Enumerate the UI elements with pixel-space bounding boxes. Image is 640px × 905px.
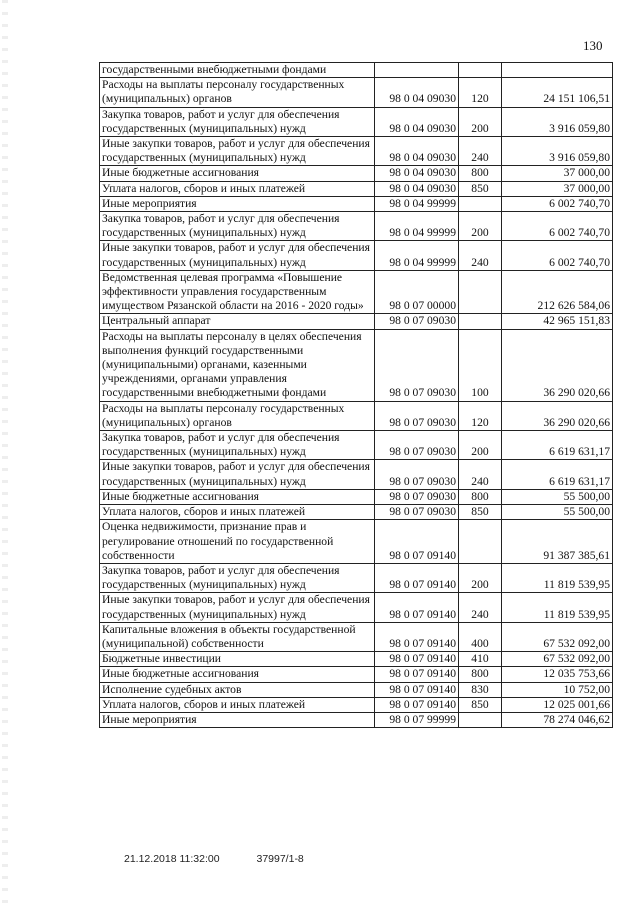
row-type-cell: 410 <box>459 652 502 667</box>
row-type-cell: 200 <box>459 107 502 136</box>
row-name-cell: Уплата налогов, сборов и иных платежей <box>100 697 375 712</box>
table-row <box>100 329 613 401</box>
row-type-cell: 800 <box>459 667 502 682</box>
row-name-cell: Закупка товаров, работ и услуг для обеспечения государственных (муниципальных) нужд <box>100 212 375 241</box>
table-row <box>100 270 613 314</box>
table-row <box>100 593 613 622</box>
row-sum-cell: 11 819 539,95 <box>502 593 613 622</box>
table-row <box>100 622 613 651</box>
table-row <box>100 63 613 78</box>
row-name-cell: Иные закупки товаров, работ и услуг для обеспечения государственных (муниципальных) нужд <box>100 460 375 489</box>
table-row <box>100 166 613 181</box>
scan-edge-artifact <box>2 0 8 905</box>
row-code-cell: 98 0 04 99999 <box>375 196 459 211</box>
footer-doc-id: 37997/1-8 <box>256 853 304 865</box>
row-name-cell: Оценка недвижимости, признание прав и регулирование отношений по государственной собственности <box>100 520 375 564</box>
row-name-cell: Центральный аппарат <box>100 314 375 329</box>
table-row <box>100 712 613 727</box>
row-sum-cell: 6 002 740,70 <box>502 212 613 241</box>
row-code-cell: 98 0 07 09140 <box>375 563 459 592</box>
row-type-cell: 100 <box>459 329 502 401</box>
row-sum-cell: 36 290 020,66 <box>502 401 613 430</box>
row-name-cell: Расходы на выплаты персоналу государственных (муниципальных) органов <box>100 401 375 430</box>
row-type-cell: 800 <box>459 166 502 181</box>
row-name-cell: Расходы на выплаты персоналу в целях обеспечения выполнения функций государственными (муниципальными) органами, казенными учреждениями, органами управления государственными внебюджетными фондами <box>100 329 375 401</box>
row-type-cell: 850 <box>459 697 502 712</box>
row-code-cell: 98 0 04 09030 <box>375 166 459 181</box>
row-sum-cell: 24 151 106,51 <box>502 78 613 107</box>
row-sum-cell: 6 619 631,17 <box>502 431 613 460</box>
table-row <box>100 431 613 460</box>
row-code-cell: 98 0 07 09140 <box>375 697 459 712</box>
row-sum-cell: 3 916 059,80 <box>502 107 613 136</box>
row-sum-cell: 212 626 584,06 <box>502 270 613 314</box>
row-name-cell: Уплата налогов, сборов и иных платежей <box>100 181 375 196</box>
page-footer <box>124 853 304 865</box>
row-sum-cell: 78 274 046,62 <box>502 712 613 727</box>
page-number: 130 <box>583 38 603 53</box>
row-code-cell: 98 0 07 09030 <box>375 460 459 489</box>
row-code-cell <box>375 63 459 78</box>
row-name-cell: Капитальные вложения в объекты государственной (муниципальной) собственности <box>100 622 375 651</box>
table-row <box>100 652 613 667</box>
row-name-cell: Иные закупки товаров, работ и услуг для обеспечения государственных (муниципальных) нужд <box>100 137 375 166</box>
row-code-cell: 98 0 07 09030 <box>375 329 459 401</box>
row-sum-cell: 37 000,00 <box>502 181 613 196</box>
row-name-cell: Закупка товаров, работ и услуг для обеспечения государственных (муниципальных) нужд <box>100 431 375 460</box>
row-sum-cell: 91 387 385,61 <box>502 520 613 564</box>
row-name-cell: Иные закупки товаров, работ и услуг для обеспечения государственных (муниципальных) нужд <box>100 593 375 622</box>
row-name-cell: Иные мероприятия <box>100 196 375 211</box>
row-code-cell: 98 0 07 09030 <box>375 401 459 430</box>
row-code-cell: 98 0 07 09030 <box>375 314 459 329</box>
row-code-cell: 98 0 07 09030 <box>375 489 459 504</box>
row-sum-cell: 12 025 001,66 <box>502 697 613 712</box>
table-row <box>100 697 613 712</box>
row-sum-cell: 42 965 151,83 <box>502 314 613 329</box>
row-name-cell: Ведомственная целевая программа «Повышение эффективности управления государственным имуществом Рязанской области на 2016 - 2020 годы» <box>100 270 375 314</box>
row-type-cell: 800 <box>459 489 502 504</box>
budget-table <box>99 62 613 728</box>
row-type-cell <box>459 712 502 727</box>
row-sum-cell: 67 532 092,00 <box>502 622 613 651</box>
row-type-cell: 200 <box>459 431 502 460</box>
row-name-cell: Закупка товаров, работ и услуг для обеспечения государственных (муниципальных) нужд <box>100 107 375 136</box>
row-name-cell: Иные мероприятия <box>100 712 375 727</box>
row-code-cell: 98 0 07 09030 <box>375 505 459 520</box>
row-name-cell: Уплата налогов, сборов и иных платежей <box>100 505 375 520</box>
row-code-cell: 98 0 07 99999 <box>375 712 459 727</box>
table-row <box>100 682 613 697</box>
row-type-cell: 200 <box>459 212 502 241</box>
row-sum-cell: 36 290 020,66 <box>502 329 613 401</box>
row-sum-cell: 37 000,00 <box>502 166 613 181</box>
row-type-cell <box>459 63 502 78</box>
footer-datetime: 21.12.2018 11:32:00 <box>124 853 220 865</box>
row-code-cell: 98 0 04 09030 <box>375 107 459 136</box>
row-name-cell: Иные бюджетные ассигнования <box>100 489 375 504</box>
row-code-cell: 98 0 04 09030 <box>375 137 459 166</box>
row-type-cell <box>459 270 502 314</box>
row-sum-cell: 6 619 631,17 <box>502 460 613 489</box>
table-row <box>100 563 613 592</box>
row-code-cell: 98 0 07 09140 <box>375 520 459 564</box>
row-name-cell: государственными внебюджетными фондами <box>100 63 375 78</box>
row-code-cell: 98 0 07 09030 <box>375 431 459 460</box>
row-code-cell: 98 0 07 09140 <box>375 593 459 622</box>
table-row <box>100 667 613 682</box>
row-code-cell: 98 0 07 09140 <box>375 682 459 697</box>
row-type-cell: 240 <box>459 593 502 622</box>
row-type-cell: 850 <box>459 505 502 520</box>
table-row <box>100 520 613 564</box>
row-type-cell <box>459 314 502 329</box>
row-name-cell: Иные закупки товаров, работ и услуг для обеспечения государственных (муниципальных) нужд <box>100 241 375 270</box>
row-code-cell: 98 0 07 09140 <box>375 652 459 667</box>
row-type-cell: 240 <box>459 241 502 270</box>
row-name-cell: Иные бюджетные ассигнования <box>100 667 375 682</box>
table-row <box>100 505 613 520</box>
row-name-cell: Расходы на выплаты персоналу государственных (муниципальных) органов <box>100 78 375 107</box>
table-row <box>100 314 613 329</box>
row-type-cell: 240 <box>459 137 502 166</box>
row-type-cell <box>459 520 502 564</box>
row-type-cell: 240 <box>459 460 502 489</box>
row-name-cell: Закупка товаров, работ и услуг для обеспечения государственных (муниципальных) нужд <box>100 563 375 592</box>
row-type-cell: 850 <box>459 181 502 196</box>
table-row <box>100 401 613 430</box>
row-code-cell: 98 0 04 99999 <box>375 241 459 270</box>
row-sum-cell: 12 035 753,66 <box>502 667 613 682</box>
row-sum-cell: 67 532 092,00 <box>502 652 613 667</box>
table-row <box>100 241 613 270</box>
row-sum-cell: 55 500,00 <box>502 505 613 520</box>
table-row <box>100 137 613 166</box>
table-row <box>100 196 613 211</box>
table-row <box>100 78 613 107</box>
row-code-cell: 98 0 07 09140 <box>375 622 459 651</box>
row-code-cell: 98 0 04 99999 <box>375 212 459 241</box>
row-sum-cell: 6 002 740,70 <box>502 196 613 211</box>
table-row <box>100 212 613 241</box>
row-code-cell: 98 0 07 00000 <box>375 270 459 314</box>
row-sum-cell: 11 819 539,95 <box>502 563 613 592</box>
row-type-cell: 120 <box>459 401 502 430</box>
row-code-cell: 98 0 04 09030 <box>375 181 459 196</box>
row-name-cell: Бюджетные инвестиции <box>100 652 375 667</box>
row-sum-cell: 55 500,00 <box>502 489 613 504</box>
row-sum-cell <box>502 63 613 78</box>
table-row <box>100 181 613 196</box>
table-body <box>100 63 613 728</box>
table-row <box>100 489 613 504</box>
row-sum-cell: 6 002 740,70 <box>502 241 613 270</box>
row-type-cell: 400 <box>459 622 502 651</box>
row-sum-cell: 3 916 059,80 <box>502 137 613 166</box>
table-row <box>100 107 613 136</box>
row-name-cell: Исполнение судебных актов <box>100 682 375 697</box>
row-type-cell: 120 <box>459 78 502 107</box>
row-code-cell: 98 0 04 09030 <box>375 78 459 107</box>
row-sum-cell: 10 752,00 <box>502 682 613 697</box>
table-row <box>100 460 613 489</box>
row-name-cell: Иные бюджетные ассигнования <box>100 166 375 181</box>
row-type-cell: 200 <box>459 563 502 592</box>
row-type-cell <box>459 196 502 211</box>
row-type-cell: 830 <box>459 682 502 697</box>
row-code-cell: 98 0 07 09140 <box>375 667 459 682</box>
